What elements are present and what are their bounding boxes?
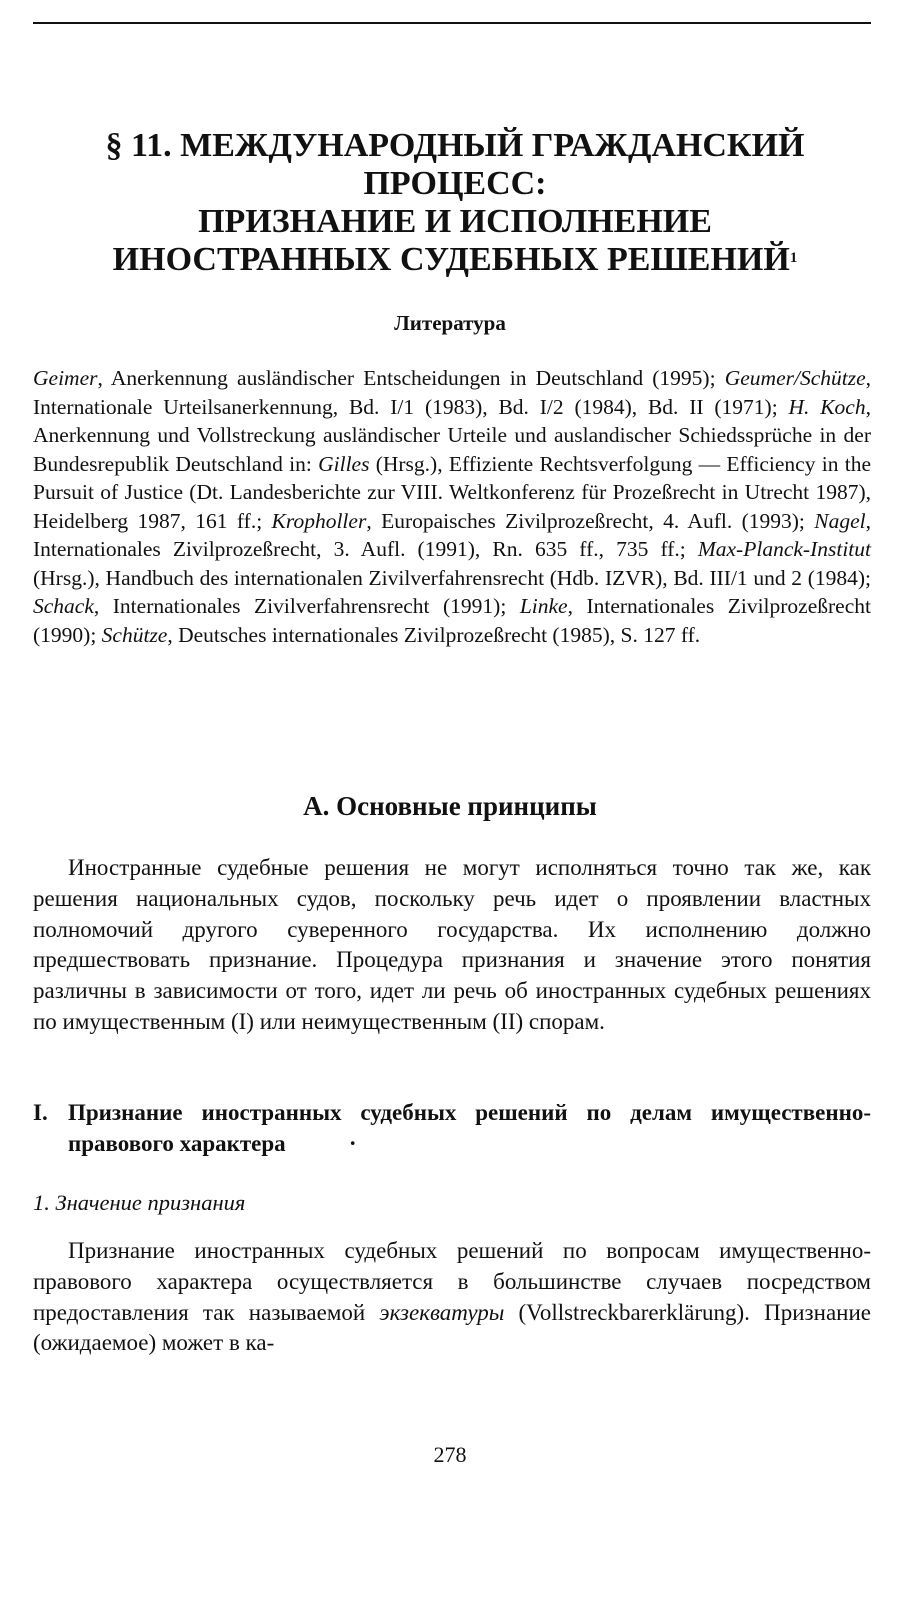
italic-segment: Geumer/Schütze (724, 366, 866, 390)
chapter-title-line: § 11. МЕЖДУНАРОДНЫЙ ГРАЖДАНСКИЙ (105, 127, 805, 164)
italic-segment: H. Koch (788, 394, 866, 419)
text-segment: , Anerkennung ausländischer Entscheidungen in Deutschland (1995); (97, 366, 725, 390)
text-segment: (Hrsg.), Handbuch des internationalen Zivilverfahrensrecht (Hdb. IZVR), Bd. III/1 und 2 (1984); (33, 565, 871, 590)
italic-segment: Schütze (101, 622, 168, 647)
stray-mark: · (348, 1131, 357, 1156)
chapter-title-line: ПРИЗНАНИЕ И ИСПОЛНЕНИЕ (198, 203, 712, 240)
italic-segment: Linke (519, 594, 568, 618)
subsection-number: I. (33, 1100, 48, 1125)
text-segment: , Anerkennung und Vollstreckung ausländischer Urteile und auslandischer Schiedssprüche in der Bundesrepublik Deutschland in: (33, 394, 871, 476)
literature-heading: Литература (394, 311, 506, 335)
text-segment: , Europaisches Zivilprozeßrecht, 4. Aufl. (1993); (366, 508, 815, 533)
chapter-title-text: ИНОСТРАННЫХ СУДЕБНЫХ РЕШЕНИЙ (112, 241, 790, 278)
footnote-marker: 1 (789, 250, 798, 266)
subsection-title-text: Признание иностранных судебных решений по делам имущественно-правового характера (68, 1100, 871, 1156)
subsection-i-heading (33, 1097, 871, 1159)
subsubsection-paragraph (33, 1236, 871, 1359)
text-segment: , Deutsches internationales Zivilprozeßrecht (1985), S. 127 ff. (167, 622, 701, 647)
section-a-paragraph: Иностранные судебные решения не могут исполняться точно так же, как решения национальных судов, поскольку речь идет о проявлении властных полномочий другого суверенного государства. Их исполнению должно предшествовать признание. Процедура признания и значение этого понятия различны в зависимости от того, идет ли речь об иностранных судебных решениях по имущественным (I) или неимущественным (II) спорам. (33, 855, 871, 1034)
subsubsection-heading: 1. Значение признания (33, 1190, 246, 1215)
italic-segment: Schack (33, 594, 94, 618)
chapter-title-line (60, 241, 850, 279)
chapter-title-line: ПРОЦЕСС: (363, 165, 547, 202)
header-rule (33, 22, 871, 24)
section-a-heading: A. Основные принципы (303, 791, 597, 821)
subsection-title (68, 1097, 871, 1159)
italic-segment: Geimer (33, 366, 98, 390)
italic-segment: Kropholler (271, 508, 367, 533)
italic-segment: Gilles (318, 451, 370, 476)
page-number: 278 (433, 1442, 467, 1467)
italic-segment: экзекватуры (379, 1299, 505, 1325)
text-segment: Признание иностранных судебных решений по вопросам имущественно-правового характера осуществляется в большинстве случаев посредством предоставления так называемой (33, 1238, 871, 1325)
italic-segment: Nagel (814, 508, 866, 533)
text-segment: , Internationales Zivilverfahrensrecht (1991); (93, 594, 520, 618)
chapter-title (60, 127, 850, 279)
italic-segment: Max-Planck-Institut (697, 537, 871, 561)
text-segment: , Internationale Urteilsanerkennung, Bd. I/1 (1983), Bd. I/2 (1984), Bd. II (1971); (33, 366, 871, 419)
literature-list (33, 364, 871, 649)
text-segment: , Internationales Zivilprozeßrecht (1990); (33, 594, 871, 647)
text-segment: (Vollstreckbarerklärung). Признание (ожидаемое) может в ка- (33, 1299, 871, 1356)
text-segment: , Internationales Zivilprozeßrecht, 3. Aufl. (1991), Rn. 635 ff., 735 ff.; (33, 508, 871, 561)
text-segment: (Hrsg.), Effiziente Rechtsverfolgung — Efficiency in the Pursuit of Justice (Dt. Landesberichte zur VIII. Weltkonferenz für Prozeßrecht in Utrecht 1987), Heidelberg 1987, 161 ff.; (33, 451, 871, 533)
